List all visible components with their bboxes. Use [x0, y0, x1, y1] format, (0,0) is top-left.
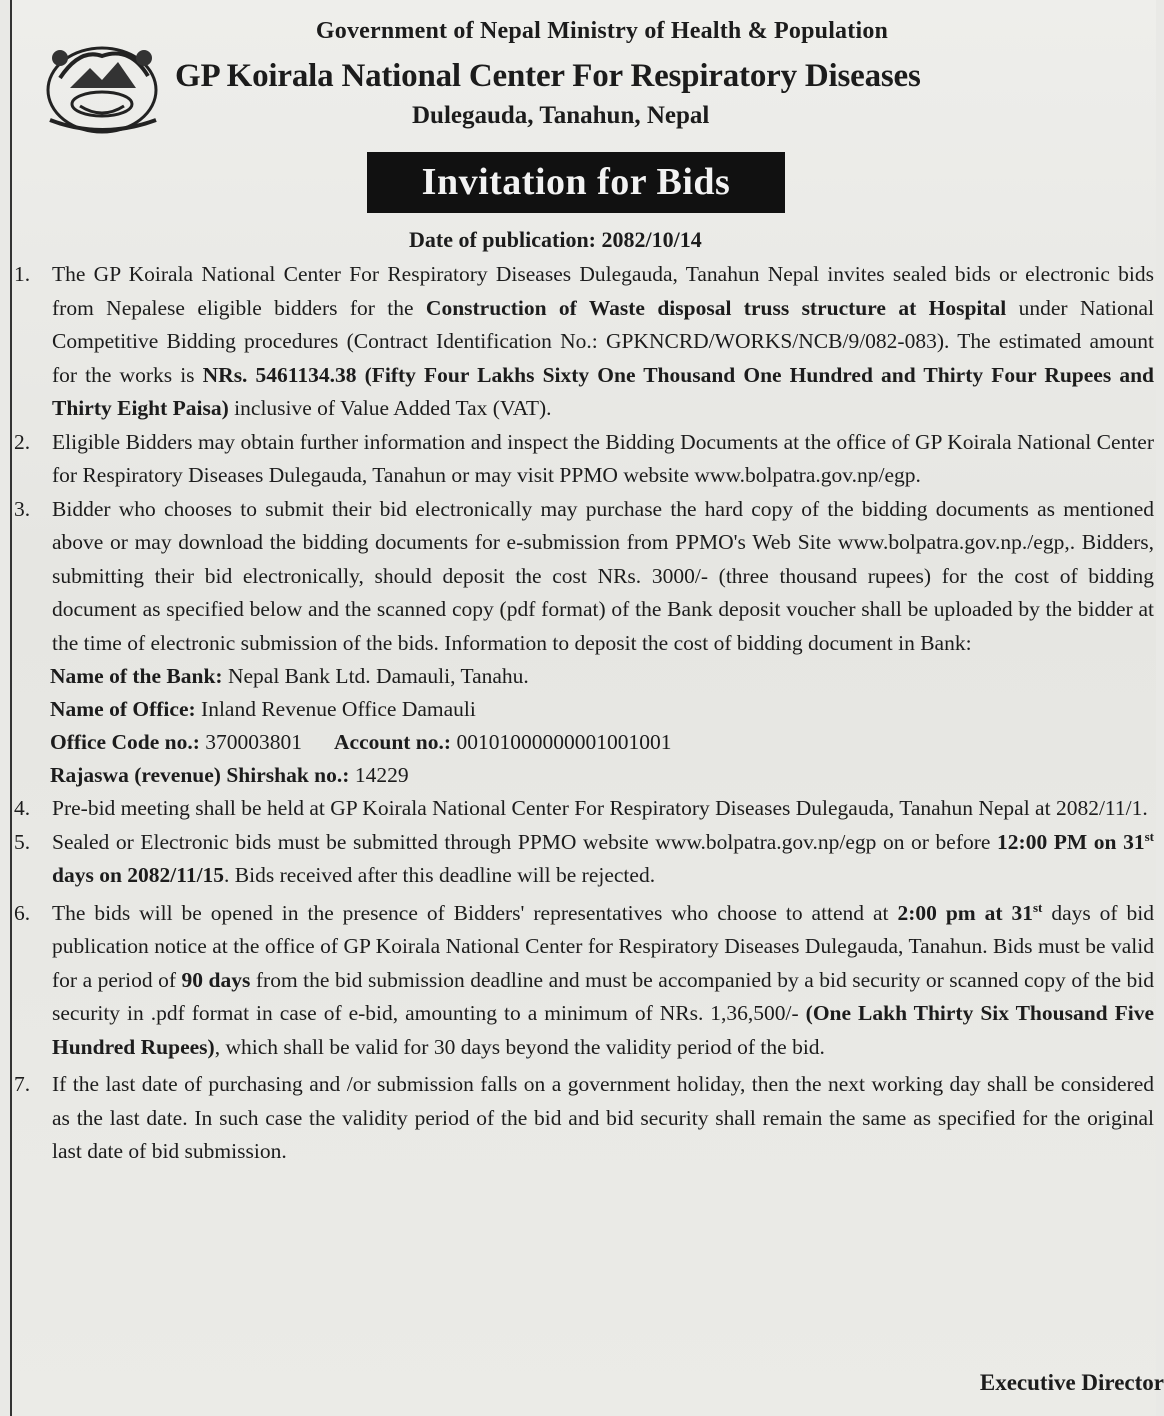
item-text [52, 826, 1154, 893]
office-value: Inland Revenue Office Damauli [195, 697, 476, 721]
item-number: 3. [14, 496, 31, 521]
signature: Executive Director [979, 1370, 1164, 1395]
text-run: The bids will be opened in the presence of Bidders' representatives who choose to attend at [52, 900, 898, 925]
center-name: GP Koirala National Center For Respiratory Diseases [175, 58, 921, 94]
validity-period: 90 days [181, 967, 251, 992]
text-run: . Bids received after this deadline will be rejected. [224, 863, 656, 887]
item-number: 7. [14, 1072, 31, 1096]
office-code-value: 370003801 [199, 730, 302, 754]
list-item [14, 493, 1154, 661]
item-text: Bidder who chooses to submit their bid electronically may purchase the hard copy of the bidding documents as mentioned above or may download the bidding documents for e-submission from PPMO's Web Site www.bolpatra.gov.np./egp,. Bidders, submitting their bid electronically, should deposit the cost NRs. 3000/- (three thousand rupees) for the cost of bidding document as specified below and the scanned copy (pdf format) of the Bank deposit voucher shall be uploaded by the bidder at the time of electronic submission of the bids. Information to deposit the cost of bidding document in Bank: [52, 496, 1154, 655]
office-code-row [50, 726, 1154, 759]
item-text: If the last date of purchasing and /or submission falls on a government holiday, then the next working day shall be considered as the last date. In such case the validity period of the bid and bid security shall remain the same as specified for the original last date of bid submission. [52, 1072, 1154, 1163]
text-run: inclusive of Value Added Tax (VAT). [228, 396, 552, 420]
item-number: 6. [14, 900, 31, 925]
item-text: Eligible Bidders may obtain further information and inspect the Bidding Documents at the office of GP Koirala National Center for Respiratory Diseases Dulegauda, Tanahun or may visit PPMO website www.bolpatra.gov.np/egp. [52, 429, 1154, 487]
publication-date: Date of publication: 2082/10/14 [409, 227, 702, 252]
security-amount-words: (One Lakh Thirty Six Thousand Five Hundred Rupees) [52, 1001, 1154, 1059]
text-run: , which shall be valid for 30 days beyond the validity period of the bid. [214, 1034, 825, 1059]
revenue-row [50, 759, 1154, 792]
account-value: 00101000000001001001 [451, 730, 672, 754]
notice-title: Invitation for Bids [367, 152, 785, 213]
item-text: Pre-bid meeting shall be held at GP Koirala National Center For Respiratory Diseases Dulegauda, Tanahun Nepal at 2082/11/1. [52, 796, 1148, 820]
estimated-amount: NRs. 5461134.38 (Fifty Four Lakhs Sixty One Thousand One Hundred and Thirty Four Rupees and Thirty Eight Paisa) [52, 362, 1154, 420]
office-label: Name of Office: [50, 697, 196, 721]
item-number: 4. [14, 796, 31, 820]
text-run: The GP Koirala National Center For Respiratory Diseases Dulegauda, Tanahun Nepal invites sealed bids or electronic bids from Nepalese eligible bidders for the [52, 262, 1154, 320]
ordinal-suffix: st [1032, 899, 1043, 915]
list-item [14, 258, 1154, 426]
list-item [14, 897, 1154, 1065]
ordinal-suffix: st [1144, 828, 1154, 844]
office-name-row [50, 693, 1154, 726]
bank-name-row [50, 660, 1154, 693]
list-item [14, 826, 1154, 893]
text-run: days on 2082/11/15 [52, 863, 225, 887]
item-number: 2. [14, 429, 31, 454]
government-heading: Government of Nepal Ministry of Health & Population [315, 18, 889, 44]
list-item [14, 1068, 1154, 1169]
account-label: Account no.: [334, 730, 452, 754]
center-location: Dulegauda, Tanahun, Nepal [412, 102, 710, 129]
opening-time [897, 901, 1042, 925]
text-run: Sealed or Electronic bids must be submitted through PPMO website www.bolpatra.gov.np/egp on or before [52, 829, 998, 854]
item-number: 5. [14, 829, 31, 854]
work-title: Construction of Waste disposal truss structure at Hospital [425, 295, 1007, 320]
revenue-value: 14229 [349, 763, 409, 787]
bank-details [50, 660, 1154, 792]
item-number: 1. [14, 262, 31, 286]
item-text [52, 258, 1154, 426]
item-text [52, 897, 1154, 1065]
office-code-label: Office Code no.: [50, 730, 200, 754]
notice-body [14, 258, 1154, 1169]
revenue-label: Rajaswa (revenue) Shirshak no.: [50, 763, 350, 787]
text-run: 2:00 pm at 31 [897, 900, 1033, 925]
list-item [14, 426, 1154, 493]
text-run: 12:00 PM on 31 [997, 829, 1145, 854]
bank-value: Nepal Bank Ltd. Damauli, Tanahu. [222, 664, 529, 688]
text-run: days of bid publication notice at the office of GP Koirala National Center for Respiratory Diseases Dulegauda, Tanahun. Bids must be valid for a period of [52, 900, 1154, 992]
bank-label: Name of the Bank: [50, 664, 223, 688]
text-run: from the bid submission deadline and must be accompanied by a bid security or scanned copy of the bid security in .pdf format in case of e-bid, amounting to a minimum of NRs. 1,36,500/- [52, 967, 1155, 1025]
list-item [14, 792, 1154, 826]
text-run: under National Competitive Bidding procedures (Contract Identification No.: GPKNCRD/WORKS/NCB/9/082-083). The estimated amount for the works is [52, 295, 1154, 387]
